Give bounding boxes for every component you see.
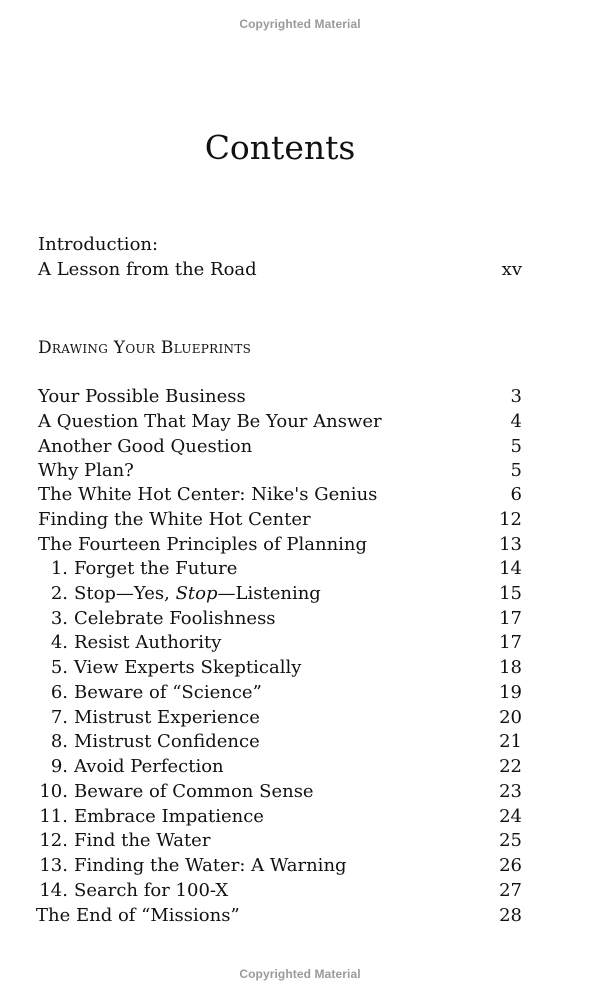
principle-title: Beware of “Science” (74, 682, 262, 703)
toc-page-number: 6 (510, 484, 522, 505)
toc-entry (38, 460, 522, 482)
toc-principle (38, 707, 522, 729)
principle-title: Mistrust Experience (74, 707, 260, 728)
principle-title-part: —Listening (217, 583, 321, 604)
principle-number: 7. (50, 707, 68, 728)
principle-number: 2. (50, 583, 68, 604)
toc-page-number: 20 (499, 707, 522, 728)
toc-entry-title: The End of “Missions” (36, 905, 240, 926)
toc-page-number: 18 (499, 657, 522, 678)
toc-principle (38, 583, 522, 605)
toc-page-number: 24 (499, 806, 522, 827)
toc-principle (38, 682, 522, 704)
toc-entry-title: Why Plan? (38, 460, 134, 481)
principle-title: Resist Authority (74, 632, 222, 653)
toc-entry-title: Finding the White Hot Center (38, 509, 311, 530)
toc-page-number: 25 (499, 830, 522, 851)
toc-page-number: 19 (499, 682, 522, 703)
toc-page-number: 21 (499, 731, 522, 752)
toc-page-number: xv (501, 259, 522, 280)
toc-principle (38, 830, 522, 852)
toc-page-number: 5 (510, 436, 522, 457)
principle-title: Forget the Future (74, 558, 238, 579)
toc-page-number: 17 (499, 608, 522, 629)
toc-entry-title: Your Possible Business (38, 386, 246, 407)
principle-title: Celebrate Foolishness (74, 608, 276, 629)
toc-page-number: 23 (499, 781, 522, 802)
toc-principle (38, 781, 522, 803)
principle-title-part: Stop—Yes, (74, 583, 176, 604)
principle-number: 9. (50, 756, 68, 777)
toc-entry (38, 484, 522, 506)
toc-principle (38, 855, 522, 877)
principle-number: 8. (50, 731, 68, 752)
toc-page-number: 3 (510, 386, 522, 407)
toc-principle (38, 608, 522, 630)
toc-entry-title: A Question That May Be Your Answer (38, 411, 382, 432)
toc-page-number: 27 (499, 880, 522, 901)
toc-page-number: 26 (499, 855, 522, 876)
toc-principle (38, 558, 522, 580)
toc-principle (38, 657, 522, 679)
toc-page-number: 22 (499, 756, 522, 777)
toc-principle (38, 806, 522, 828)
toc-entry (38, 436, 522, 458)
intro-label-line (38, 234, 522, 256)
toc-entry (38, 534, 522, 556)
principle-title: Embrace Impatience (74, 806, 264, 827)
toc-entry-final (36, 905, 522, 927)
principle-number: 5. (50, 657, 68, 678)
toc-entry-intro (38, 259, 522, 281)
principle-number: 3. (50, 608, 68, 629)
principle-number: 1. (50, 558, 68, 579)
principle-number: 10. (39, 781, 68, 802)
toc-principle (38, 632, 522, 654)
toc-page-number: 13 (499, 534, 522, 555)
principle-title-italic: Stop (175, 583, 218, 604)
principle-title: Beware of Common Sense (74, 781, 314, 802)
toc-entry-title: The Fourteen Principles of Planning (38, 534, 368, 555)
toc-page-number: 12 (499, 509, 522, 530)
toc-entry (38, 386, 522, 408)
toc-principle (38, 880, 522, 902)
watermark-top: Copyrighted Material (239, 17, 361, 31)
principle-title: Avoid Perfection (74, 756, 224, 777)
principle-title: View Experts Skeptically (74, 657, 302, 678)
principle-title: Find the Water (74, 830, 211, 851)
toc-principle (38, 731, 522, 753)
principle-title: Finding the Water: A Warning (74, 855, 347, 876)
principle-number: 6. (50, 682, 68, 703)
principle-title: Mistrust Confidence (74, 731, 260, 752)
toc-page-number: 5 (510, 460, 522, 481)
section-heading: Drawing Your Blueprints (38, 338, 252, 358)
principle-title: Search for 100-X (74, 880, 229, 901)
toc-entry (38, 509, 522, 531)
toc-page-number: 14 (499, 558, 522, 579)
page-title: Contents (204, 128, 356, 167)
principle-number: 11. (39, 806, 68, 827)
toc-page-number: 17 (499, 632, 522, 653)
toc-page-number: 28 (499, 905, 522, 926)
toc-page-number: 4 (510, 411, 522, 432)
principle-number: 4. (50, 632, 68, 653)
toc-entry-title: The White Hot Center: Nike's Genius (38, 484, 378, 505)
toc-entry-title: A Lesson from the Road (38, 259, 257, 280)
watermark-bottom: Copyrighted Material (239, 967, 361, 981)
toc-entry-title: Another Good Question (38, 436, 253, 457)
toc-entry (38, 411, 522, 433)
intro-label: Introduction: (38, 234, 159, 255)
toc-principle (38, 756, 522, 778)
principle-number: 13. (39, 855, 68, 876)
toc-page-number: 15 (499, 583, 522, 604)
principle-number: 14. (39, 880, 68, 901)
principle-number: 12. (39, 830, 68, 851)
